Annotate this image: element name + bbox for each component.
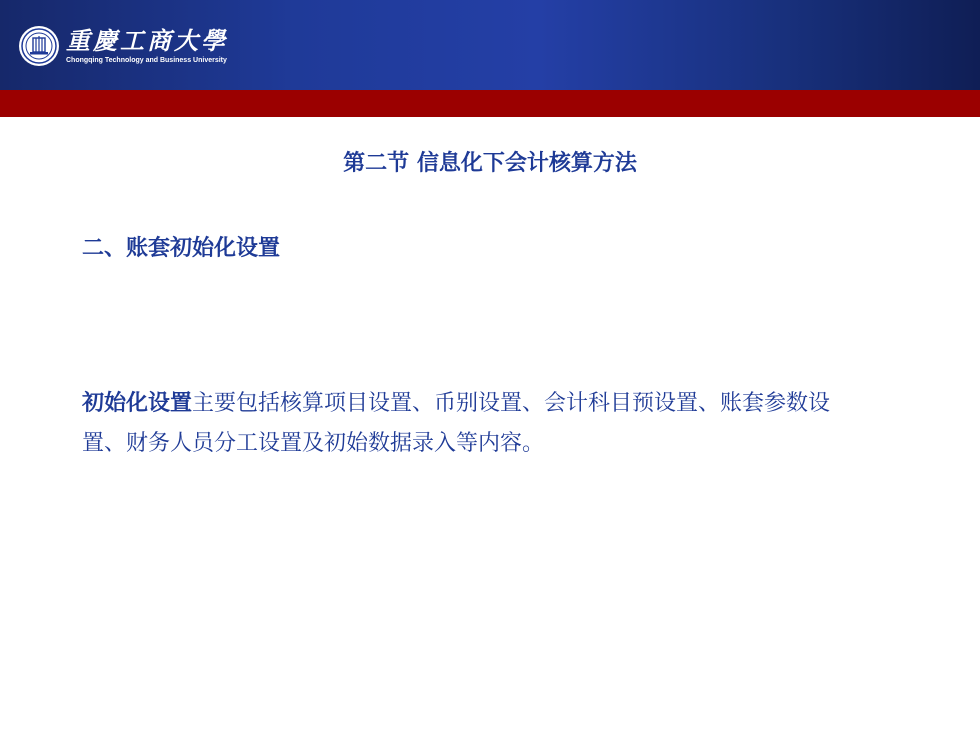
slide-title: 第二节 信息化下会计核算方法	[343, 151, 637, 176]
university-emblem-icon	[18, 25, 60, 67]
section-heading: 二、账套初始化设置	[82, 236, 281, 261]
body-paragraph	[82, 384, 872, 464]
header-banner	[0, 0, 980, 90]
paragraph-rest: 主要包括核算项目设置、币别设置、会计科目预设置、账套参数设置、财务人员分工设置及初始数据录入等内容。	[82, 391, 831, 456]
logo-text	[66, 27, 228, 66]
logo-english-name: Chongqing Technology and Business University	[66, 56, 227, 64]
accent-red-bar	[0, 90, 980, 117]
logo-chinese-name: 重慶工商大學	[66, 25, 228, 55]
paragraph-lead: 初始化设置	[82, 391, 193, 416]
university-logo	[18, 25, 228, 67]
